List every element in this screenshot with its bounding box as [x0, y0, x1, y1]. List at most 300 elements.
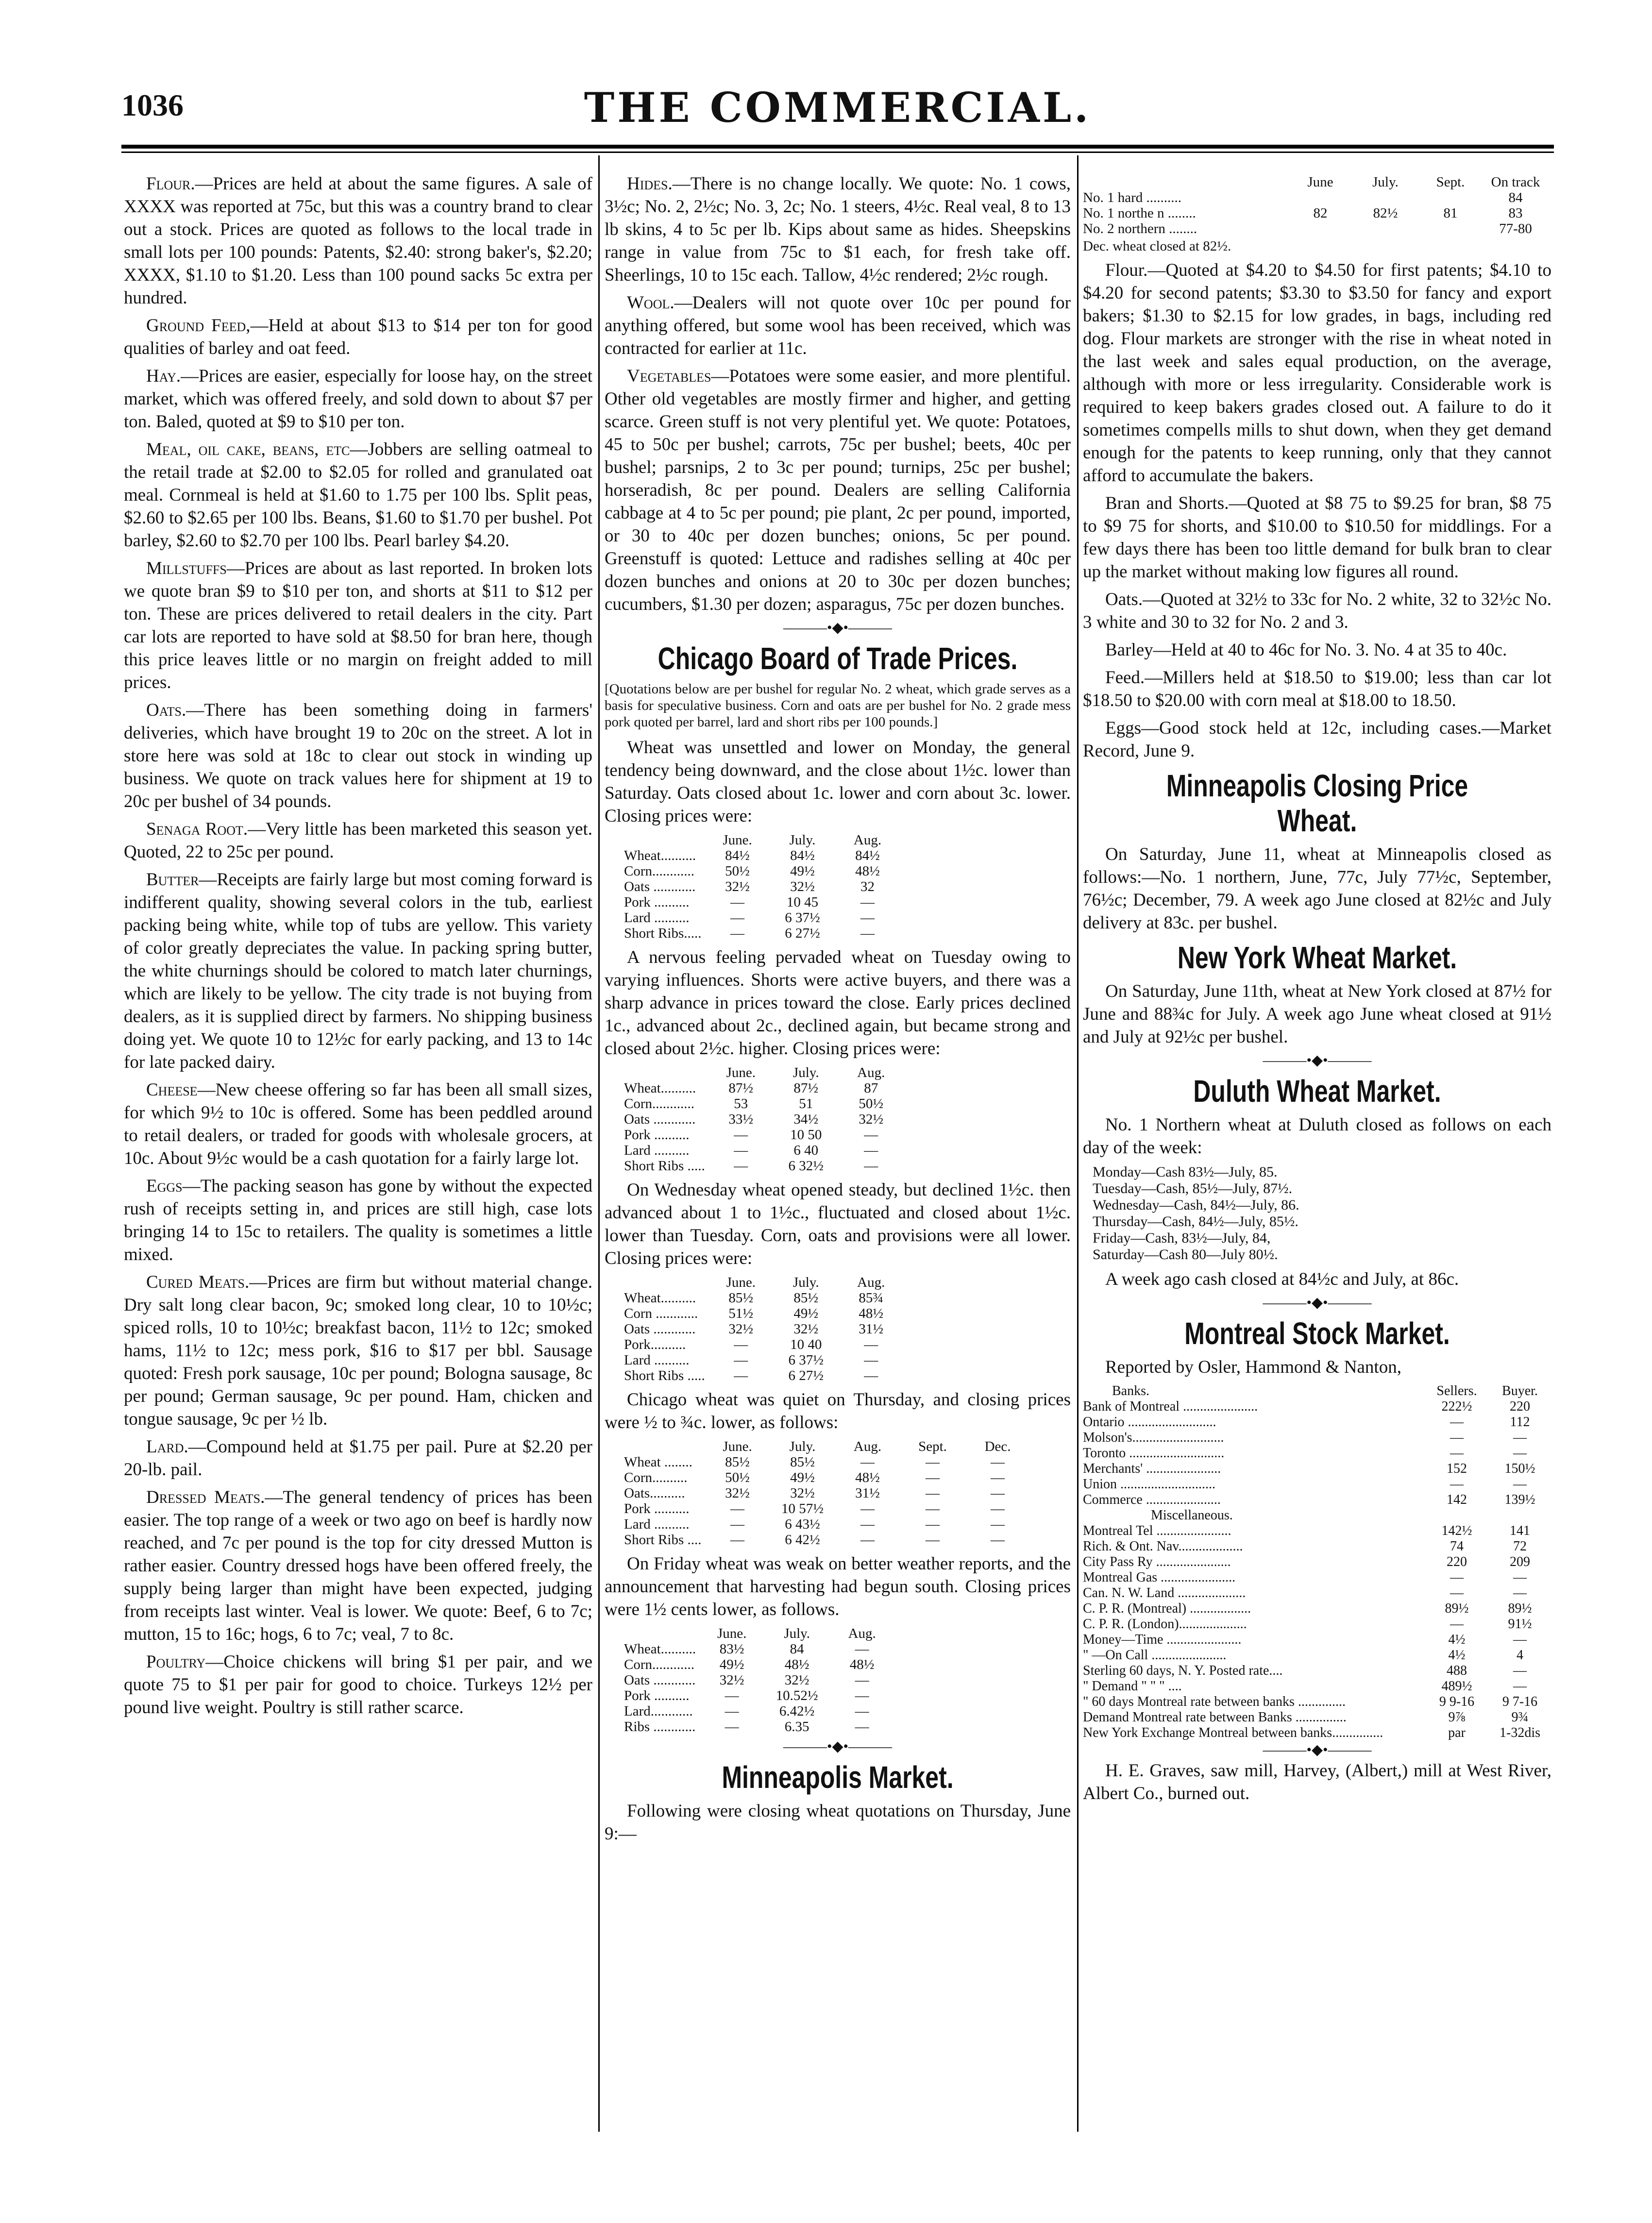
- table-header-row: [624, 832, 904, 848]
- heading-duluth: Duluth Wheat Market.: [1193, 1074, 1441, 1109]
- list-item: Tuesday—Cash, 85½—July, 87½.: [1093, 1180, 1293, 1196]
- table-cell: 82½: [1373, 205, 1398, 221]
- table-cell: 83½: [719, 1641, 744, 1657]
- table-cell: Ontario ..........................: [1083, 1415, 1216, 1430]
- paragraph-ground-feed: Ground Feed,—Held at about $13 to $14 per ton for good qualities of barley and oat feed.: [124, 316, 592, 358]
- new-york-text: On Saturday, June 11th, wheat at New York closed at 87½ for June and 88¾c for July. A week ago June wheat closed at 91½ and July at 92½c per bushel.: [1083, 981, 1551, 1047]
- table-cell: 48½: [859, 1306, 884, 1321]
- table-cell: 81: [1443, 205, 1458, 221]
- table-header-cell: [624, 1275, 712, 1290]
- table-cell: Sterling 60 days, N. Y. Posted rate....: [1083, 1663, 1283, 1678]
- table-row: [1083, 1539, 1551, 1554]
- table-cell: Union ............................: [1083, 1477, 1215, 1492]
- heading-new-york: New York Wheat Market.: [1177, 940, 1457, 975]
- duluth-after: A week ago cash closed at 84½c and July, at 86c.: [1105, 1269, 1459, 1289]
- table-cell: —: [991, 1454, 1005, 1470]
- table-cell: —: [991, 1532, 1005, 1548]
- minneapolis-market-text: Following were closing wheat quotations on Thursday, June 9:—: [605, 1801, 1071, 1844]
- table-cell: Corn............: [624, 1096, 694, 1112]
- table-header-cell: Aug.: [848, 1626, 876, 1641]
- table-cell: —: [1450, 1415, 1464, 1430]
- table-cell: 82: [1313, 205, 1328, 221]
- table-cell: 32½: [790, 879, 815, 894]
- paragraph-poultry: Poultry—Choice chickens will bring $1 per pair, and we quote 75 to $1 per pair for good to choice. Turkeys 12½ per pound live weight. Poultry is still rather scarce.: [124, 1652, 592, 1718]
- table-cell: Short Ribs.....: [624, 926, 702, 941]
- list-item: Thursday—Cash, 84½—July, 85½.: [1093, 1213, 1298, 1229]
- table-cell: 6 37½: [788, 1352, 824, 1368]
- table-cell: Montreal Tel ......................: [1083, 1523, 1231, 1538]
- table-cell: —: [864, 1127, 878, 1143]
- table-cell: —: [855, 1688, 869, 1703]
- table-cell: Pork ..........: [624, 1688, 690, 1703]
- table-cell: 10 50: [790, 1127, 822, 1143]
- table-cell: 32½: [790, 1485, 815, 1501]
- table-cell: —: [860, 926, 875, 941]
- table-cell: 4½: [1448, 1632, 1466, 1647]
- table-cell: 48½: [855, 863, 880, 879]
- table-cell: 6.35: [784, 1719, 809, 1735]
- table-header-cell: July.: [1372, 174, 1399, 190]
- table-cell: C. P. R. (Montreal) ..................: [1083, 1601, 1251, 1616]
- table-header-cell: June: [1307, 174, 1333, 190]
- table-cell: [1356, 190, 1421, 205]
- table-cell: 85½: [725, 1454, 750, 1470]
- table-row: [1083, 1632, 1551, 1648]
- paragraph-lard: Lard.—Compound held at $1.75 per pail. Pure at $2.20 per 20-lb. pail.: [124, 1437, 592, 1480]
- table-cell: 48½: [784, 1657, 809, 1672]
- table-header-cell: Buyer.: [1502, 1383, 1538, 1398]
- table-cell: —: [1513, 1679, 1527, 1694]
- table-header-cell: Sept.: [1436, 174, 1465, 190]
- table-cell: 84½: [790, 848, 815, 863]
- table-cell: 6 27½: [785, 926, 820, 941]
- paragraph-oats: Oats.—There has been something doing in farmers' deliveries, which have brought 19 to 20c on the street. A lot in store here was sold at 18c to clear out stock in winding up business. We quote on track values here for shipment at 19 to 20c per bushel of 34 pounds.: [124, 700, 592, 811]
- table-row: [624, 1470, 1034, 1485]
- table-row: [624, 1112, 907, 1127]
- table-cell: —: [860, 1516, 875, 1532]
- column-1: [124, 172, 592, 1724]
- table-header-cell: June.: [726, 1275, 756, 1290]
- heading-montreal: Montreal Stock Market.: [1184, 1316, 1450, 1351]
- table-cell: 32½: [728, 1321, 754, 1337]
- table-cell: 6 42½: [785, 1532, 820, 1548]
- table-cell: 53: [734, 1096, 748, 1112]
- table-header-row: [624, 1275, 907, 1290]
- paragraph-flour-mpls: Flour.—Quoted at $4.20 to $4.50 for first patents; $4.10 to $4.20 for second patents; $3.30 to $3.50 for fancy and export bakers; $1.30 to $2.15 for low grades, in bags, including red dog. Flour markets are stronger with the rise in wheat noted in the last week and sales equal production, on the average, although with more or less irregularity. Considerable work is required to keep bakers grades closed out. A failure to do it sometimes compells mills to shut down, when they get demand enough for the patents to keep running, only that they cannot afford to accumulate the bakers.: [1083, 260, 1551, 486]
- table-cell: [1488, 1508, 1551, 1523]
- table-cell: 142: [1447, 1492, 1467, 1507]
- table-cell: Wheat..........: [624, 1641, 696, 1657]
- table-cell: Short Ribs ....: [624, 1532, 702, 1548]
- table-cell: 89½: [1445, 1601, 1469, 1616]
- table-cell: 488: [1447, 1663, 1467, 1678]
- table-cell: 84: [790, 1641, 804, 1657]
- table-cell: [1421, 221, 1486, 236]
- table-cell: 51½: [728, 1306, 754, 1321]
- section-separator: ———•◆•———: [1263, 1052, 1372, 1068]
- table-row: [1083, 1430, 1551, 1446]
- table-header-cell: [624, 1065, 712, 1080]
- table-header-cell: July.: [789, 1439, 816, 1454]
- table-cell: Pork ..........: [624, 1127, 690, 1143]
- table-cell: Wheat..........: [624, 848, 696, 863]
- table-row: [1083, 1570, 1551, 1585]
- table-cell: Lard ..........: [624, 1143, 690, 1158]
- table-cell: 10 45: [786, 894, 819, 910]
- table-cell: Lard ..........: [624, 1516, 690, 1532]
- table-cell: 32½: [719, 1672, 744, 1688]
- table-row: [1083, 1601, 1551, 1617]
- table-row: [624, 848, 904, 863]
- table-row: [1083, 1492, 1551, 1508]
- table-row: [624, 910, 904, 926]
- paragraph-hay: Hay.—Prices are easier, especially for loose hay, on the street market, which was offered freely, and sold down to about $7 per ton. Baled, quoted at $9 to $10 per ton.: [124, 366, 592, 432]
- table-cell: —: [1450, 1617, 1464, 1632]
- paragraph-eggs-mpls: Eggs—Good stock held at 12c, including cases.—Market Record, June 9.: [1083, 718, 1551, 761]
- table-cell: Toronto ............................: [1083, 1446, 1225, 1461]
- table-cell: —: [730, 894, 745, 910]
- table-row: [624, 1306, 907, 1321]
- table-cell: Short Ribs .....: [624, 1158, 705, 1174]
- table-row: [1083, 1477, 1551, 1492]
- table-row: [624, 1641, 898, 1657]
- table-row: [1083, 1399, 1551, 1415]
- table-cell: —: [926, 1485, 940, 1501]
- table-cell: —: [926, 1470, 940, 1485]
- table-cell: Miscellaneous.: [1151, 1508, 1233, 1523]
- table-cell: 84: [1508, 190, 1523, 205]
- table-header-cell: July.: [789, 832, 816, 848]
- heading-minneapolis-closing: Minneapolis Closing Price Wheat.: [1166, 768, 1468, 838]
- table-row: [624, 1143, 907, 1158]
- table-cell: " 60 days Montreal rate between banks ..............: [1083, 1694, 1346, 1709]
- table-header-cell: On track: [1491, 174, 1540, 190]
- table-cell: 91½: [1508, 1617, 1532, 1632]
- table-row: [624, 1321, 907, 1337]
- table-chicago-monday: [624, 832, 904, 941]
- table-row: [624, 1158, 907, 1174]
- table-cell: 10 40: [790, 1337, 822, 1352]
- table-cell: 89½: [1508, 1601, 1532, 1616]
- table-row: [624, 1672, 898, 1688]
- table-header-row: [624, 1439, 1034, 1454]
- table-cell: 87½: [793, 1080, 819, 1096]
- duluth-daily-list: [1093, 1164, 1551, 1263]
- table-cell: No. 2 northern ........: [1083, 221, 1197, 236]
- table-cell: 6 27½: [788, 1368, 824, 1383]
- table-cell: Corn..........: [624, 1470, 688, 1485]
- table-montreal-stocks: [1083, 1383, 1551, 1741]
- paragraph-wool: Wool.—Dealers will not quote over 10c per pound for anything offered, but some wool has been received, which was contracted for earlier at 11c.: [605, 293, 1071, 358]
- table-row: [1083, 1415, 1551, 1430]
- table-cell: —: [734, 1158, 748, 1174]
- table-cell: —: [1513, 1446, 1527, 1461]
- table-cell: 9 7-16: [1502, 1694, 1538, 1709]
- table-cell: Ribs ............: [624, 1719, 696, 1735]
- table-row: [1083, 205, 1551, 221]
- table-cell: 6 43½: [785, 1516, 820, 1532]
- table-cell: —: [734, 1337, 748, 1352]
- paragraph-feed: Feed.—Millers held at $18.50 to $19.00; less than car lot $18.50 to $20.00 with corn meal at $18.00 to 18.50.: [1083, 668, 1551, 710]
- table-cell: —: [730, 1501, 745, 1516]
- table-cell: —: [730, 1532, 745, 1548]
- section-separator: ———•◆•———: [1263, 1295, 1372, 1311]
- table-row: [624, 894, 904, 910]
- table-row: [624, 1337, 907, 1352]
- table-cell: 84½: [855, 848, 880, 863]
- table-cell: 6 37½: [785, 910, 820, 926]
- table-cell: 489½: [1441, 1679, 1472, 1694]
- table-cell: —: [926, 1532, 940, 1548]
- minneapolis-closing-text: On Saturday, June 11, wheat at Minneapolis closed as follows:—No. 1 northern, June, 77c, July 77½c, September, 76½c; December, 79. A week ago June closed at 82½c and July delivery at 83c. per bushel.: [1083, 844, 1551, 933]
- chicago-note: [Quotations below are per bushel for regular No. 2 wheat, which grade serves as a basis for speculative business. Corn and oats are per bushel for No. 2 grade mess pork quoted per barrel, lard and short ribs per 100 pounds.]: [605, 681, 1071, 730]
- table-cell: 9¾: [1511, 1710, 1529, 1725]
- chicago-tuesday: A nervous feeling pervaded wheat on Tuesday owing to varying influences. Shorts were active buyers, and there was a sharp advance in prices toward the close. Early prices declined 1c., advanced about 2c., declined again, but became strong and closed about 2½c. higher. Closing prices were:: [605, 947, 1071, 1059]
- table-header-cell: June.: [723, 832, 752, 848]
- section-separator: ———•◆•———: [1263, 1742, 1372, 1758]
- paragraph-flour: Flour.—Prices are held at about the same figures. A sale of XXXX was reported at 75c, but this was a country brand to clear out a stock. Prices are quoted as follows to the local trade in small lots per 100 pounds: Patents, $2.40: strong baker's, $2.20; XXXX, $1.10 to $1.20. Less than 100 pound sacks 5c extra per hundred.: [124, 174, 592, 308]
- table-cell: 49½: [793, 1306, 819, 1321]
- table-row: [1083, 1663, 1551, 1679]
- table-cell: —: [1513, 1570, 1527, 1585]
- table-cell: —: [1450, 1430, 1464, 1445]
- table-header-cell: Dec.: [984, 1439, 1011, 1454]
- table-cell: 85½: [728, 1290, 754, 1306]
- table-row: [624, 1352, 907, 1368]
- table-cell: 32½: [793, 1321, 819, 1337]
- table-row: [624, 1096, 907, 1112]
- table-cell: Lard............: [624, 1703, 693, 1719]
- table-cell: 10.52½: [775, 1688, 818, 1703]
- table-cell: —: [864, 1143, 878, 1158]
- table-cell: Demand Montreal rate between Banks ...............: [1083, 1710, 1347, 1725]
- table-cell: Corn............: [624, 863, 694, 879]
- table-cell: Short Ribs .....: [624, 1368, 705, 1383]
- table-header-cell: Aug.: [857, 1275, 885, 1290]
- table-minneapolis-quotes: [1083, 174, 1551, 236]
- table-row: [624, 1532, 1034, 1548]
- table-row: [624, 863, 904, 879]
- table-chicago-friday: [624, 1626, 898, 1735]
- montreal-reported: Reported by Osler, Hammond & Nanton,: [1105, 1357, 1401, 1377]
- table-cell: Montreal Gas ......................: [1083, 1570, 1236, 1585]
- table-cell: 34½: [793, 1112, 819, 1127]
- table-header-cell: [1083, 174, 1291, 190]
- heading-minneapolis-market: Minneapolis Market.: [722, 1760, 954, 1795]
- table-cell: 220: [1510, 1399, 1530, 1414]
- table-header-row: [624, 1626, 898, 1641]
- table-cell: Oats ............: [624, 1321, 696, 1337]
- table-cell: 9⅞: [1448, 1710, 1466, 1725]
- paragraph-eggs: Eggs—The packing season has gone by without the expected rush of receipts setting in, and prices are still high, case lots bringing 14 to 15c to retailers. The quality is sometimes a little mixed.: [124, 1176, 592, 1264]
- paragraph-vegetables: Vegetables—Potatoes were some easier, and more plentiful. Other old vegetables are mostly firmer and higher, and getting scarce. Green stuff is not very plentiful yet. We quote: Potatoes, 45 to 50c per bushel; carrots, 75c per bushel; beets, 40c per bushel; parsnips, 2 to 3c per pound; turnips, 25c per bushel; horseradish, 8c per pound. Dealers are selling California cabbage at 4 to 5c per pound; pie plant, 2c per pound, imported, or 30 to 40c per dozen bunches; onions, 5c per pound. Greenstuff is quoted: Lettuce and radishes selling at 40c per dozen bunches and onions at 20 to 30c per dozen bunches; cucumbers, $1.30 per dozen; asparagus, 75c per dozen bunches.: [605, 366, 1071, 614]
- table-cell: —: [1450, 1477, 1464, 1492]
- table-cell: —: [1450, 1570, 1464, 1585]
- table-row: [624, 1127, 907, 1143]
- table-cell: Pork ..........: [624, 1501, 690, 1516]
- section-separator: ———•◆•———: [783, 620, 893, 636]
- table-cell: —: [855, 1703, 869, 1719]
- table-cell: 84½: [725, 848, 750, 863]
- table-cell: —: [730, 926, 745, 941]
- table-cell: 50½: [859, 1096, 884, 1112]
- table-row: [624, 1516, 1034, 1532]
- table-cell: New York Exchange Montreal between banks...............: [1083, 1725, 1383, 1740]
- table-chicago-wednesday: [624, 1275, 907, 1383]
- table-cell: —: [734, 1352, 748, 1368]
- table-cell: 31½: [859, 1321, 884, 1337]
- table-cell: —: [730, 910, 745, 926]
- table-header-cell: Aug.: [857, 1065, 885, 1080]
- table-row: [624, 1501, 1034, 1516]
- table-cell: 32: [860, 879, 875, 894]
- list-item: Saturday—Cash 80—July 80½.: [1093, 1246, 1278, 1263]
- paragraph-meal: Meal, oil cake, beans, etc—Jobbers are selling oatmeal to the retail trade at $2.00 to $2.05 for rolled and granulated oat meal. Cornmeal is held at $1.60 to 1.75 per 100 lbs. Split peas, $2.60 to $2.65 per 100 lbs. Beans, $1.60 to $1.70 per bushel. Pot barley, $2.60 to $2.70 per 100 lbs. Pearl barley $4.20.: [124, 439, 592, 551]
- column-3: [1083, 172, 1551, 1810]
- table-cell: —: [991, 1470, 1005, 1485]
- table-cell: [1356, 221, 1421, 236]
- table-header-cell: [624, 1439, 708, 1454]
- table-cell: 32½: [725, 879, 750, 894]
- table-chicago-tuesday: [624, 1065, 907, 1174]
- table-cell: 72: [1513, 1539, 1527, 1554]
- table-cell: 6 32½: [788, 1158, 824, 1174]
- table-cell: C. P. R. (London)....................: [1083, 1617, 1247, 1632]
- table-cell: " —On Call ......................: [1083, 1648, 1227, 1663]
- table-cell: Corn ............: [624, 1306, 698, 1321]
- paragraph-senaga-root: Senaga Root.—Very little has been marketed this season yet. Quoted, 22 to 25c per pound.: [124, 819, 592, 862]
- table-header-cell: Sept.: [918, 1439, 947, 1454]
- column-rule-1: [598, 155, 600, 2132]
- table-cell: 87: [864, 1080, 878, 1096]
- table-cell: Lard ..........: [624, 1352, 690, 1368]
- table-cell: 139½: [1504, 1492, 1535, 1507]
- table-row: [624, 879, 904, 894]
- table-cell: 77-80: [1499, 221, 1532, 236]
- table-cell: —: [991, 1485, 1005, 1501]
- chicago-monday: Wheat was unsettled and lower on Monday, the general tendency being downward, and the close about 1½c. lower than Saturday. Oats closed about 1c. lower and corn about 3c. lower. Closing prices were:: [605, 738, 1071, 826]
- list-item: Monday—Cash 83½—July, 85.: [1093, 1164, 1278, 1180]
- table-row: [624, 1485, 1034, 1501]
- table-row: [1083, 1554, 1551, 1570]
- table-cell: 6 40: [793, 1143, 819, 1158]
- column-2: [605, 172, 1071, 1850]
- paragraph-millstuffs: Millstuffs—Prices are about as last reported. In broken lots we quote bran $9 to $10 per ton, and shorts at $11 to $12 per ton. These are prices delivered to retail dealers in the city. Part car lots are reported to have sold at $8.50 for bran here, though this price leaves little or no margin on freight added to mill prices.: [124, 558, 592, 692]
- table-cell: —: [725, 1688, 739, 1703]
- table-cell: [1425, 1508, 1488, 1523]
- table-row: [1083, 221, 1551, 236]
- table-header-cell: July.: [784, 1626, 810, 1641]
- table-cell: par: [1448, 1725, 1466, 1740]
- table-cell: —: [725, 1703, 739, 1719]
- table-cell: Oats ............: [624, 1672, 696, 1688]
- table-cell: Rich. & Ont. Nav...................: [1083, 1539, 1243, 1554]
- table-cell: Pork..........: [624, 1337, 686, 1352]
- table-row: [624, 926, 904, 941]
- table-cell: —: [860, 894, 875, 910]
- table-cell: 48½: [849, 1657, 875, 1672]
- table-cell: 83: [1508, 205, 1523, 221]
- table-cell: —: [860, 1532, 875, 1548]
- table-row: [624, 1290, 907, 1306]
- table-cell: 32½: [859, 1112, 884, 1127]
- table-row: [1083, 1617, 1551, 1632]
- table-cell: 85¾: [859, 1290, 884, 1306]
- section-separator: ———•◆•———: [783, 1738, 893, 1754]
- table-cell: 49½: [719, 1657, 744, 1672]
- table-cell: Wheat..........: [624, 1290, 696, 1306]
- table-cell: Oats ............: [624, 1112, 696, 1127]
- paragraph-cured-meats: Cured Meats.—Prices are firm but without material change. Dry salt long clear bacon, 9c; smoked long clear, 10 to 10½c; spiced rolls, 10 to 10½c; breakfast bacon, 11½ to 12c; smoked hams, 11½ to 12c; mess pork, $16 to $17 per bbl. Sausage quoted: Fresh pork sausage, 10c per pound; Bologna sausage, 8c per pound; German sausage, 9c per pound. Ham, chicken and tongue sausage, 9c per ½ lb.: [124, 1272, 592, 1429]
- table-cell: 112: [1510, 1415, 1530, 1430]
- table-cell: —: [1513, 1585, 1527, 1600]
- table-header-cell: Aug.: [853, 1439, 882, 1454]
- table-row: [624, 1719, 898, 1735]
- table-cell: 220: [1447, 1554, 1467, 1569]
- table-cell: 85½: [790, 1454, 815, 1470]
- table-row: [624, 1368, 907, 1383]
- table-cell: 33½: [728, 1112, 754, 1127]
- table-header-row: [1083, 1383, 1551, 1399]
- table-row: [1083, 190, 1551, 205]
- table-cell: Corn............: [624, 1657, 694, 1672]
- table-cell: 50½: [725, 863, 750, 879]
- table-cell: —: [1513, 1632, 1527, 1647]
- table-cell: —: [734, 1143, 748, 1158]
- table-cell: 10 57½: [781, 1501, 824, 1516]
- table-cell: 142½: [1441, 1523, 1472, 1538]
- table-row: [1083, 1710, 1551, 1725]
- table-cell: —: [1450, 1446, 1464, 1461]
- table-cell: —: [926, 1516, 940, 1532]
- table-cell: Wheat ........: [624, 1454, 692, 1470]
- table-cell: —: [864, 1337, 878, 1352]
- table-cell: 49½: [790, 863, 815, 879]
- chicago-wednesday: On Wednesday wheat opened steady, but declined 1½c. then advanced about 1 to 1½c., fluctuated and closed about 1½c. lower than Tuesday. Corn, oats and provisions were all lower. Closing prices were:: [605, 1180, 1071, 1268]
- heading-chicago: Chicago Board of Trade Prices.: [657, 641, 1018, 676]
- table-cell: Wheat..........: [624, 1080, 696, 1096]
- table-cell: —: [864, 1352, 878, 1368]
- table-row: [1083, 1508, 1551, 1523]
- table-cell: Oats..........: [624, 1485, 685, 1501]
- table-row: [1083, 1461, 1551, 1477]
- paragraph-cheese: Cheese—New cheese offering so far has been all small sizes, for which 9½ to 10c is offered. Some has been peddled around to retail dealers, or traded for goods with wholesale grocers, at 10c. About 9½c would be a cash quotation for a fairly large lot.: [124, 1080, 592, 1168]
- table-cell: —: [1450, 1585, 1464, 1600]
- list-item: Wednesday—Cash, 84½—July, 86.: [1093, 1197, 1299, 1213]
- table-cell: Money—Time ......................: [1083, 1632, 1242, 1647]
- table-cell: 32½: [725, 1485, 750, 1501]
- table-cell: City Pass Ry ......................: [1083, 1554, 1231, 1569]
- table-row: [1083, 1725, 1551, 1741]
- table-cell: Pork ..........: [624, 894, 690, 910]
- table-cell: 209: [1510, 1554, 1530, 1569]
- paragraph-oats-mpls: Oats.—Quoted at 32½ to 33c for No. 2 white, 32 to 32½c No. 3 white and 30 to 32 for No. 2 and 3.: [1083, 589, 1551, 632]
- table-row: [624, 1688, 898, 1703]
- list-item: Friday—Cash, 83½—July, 84,: [1093, 1230, 1271, 1246]
- table-cell: 49½: [790, 1470, 815, 1485]
- top-rule-thin: [121, 152, 1554, 153]
- table-header-row: [1083, 174, 1551, 190]
- dec-wheat-note: Dec. wheat closed at 82½.: [1083, 238, 1231, 254]
- table-cell: 31½: [855, 1485, 880, 1501]
- table-header-cell: July.: [792, 1275, 819, 1290]
- table-cell: —: [855, 1641, 869, 1657]
- table-cell: [1421, 190, 1486, 205]
- table-cell: Oats ............: [624, 879, 696, 894]
- table-cell: [1291, 221, 1356, 236]
- table-cell: No. 1 hard ..........: [1083, 190, 1181, 205]
- table-row: [1083, 1694, 1551, 1710]
